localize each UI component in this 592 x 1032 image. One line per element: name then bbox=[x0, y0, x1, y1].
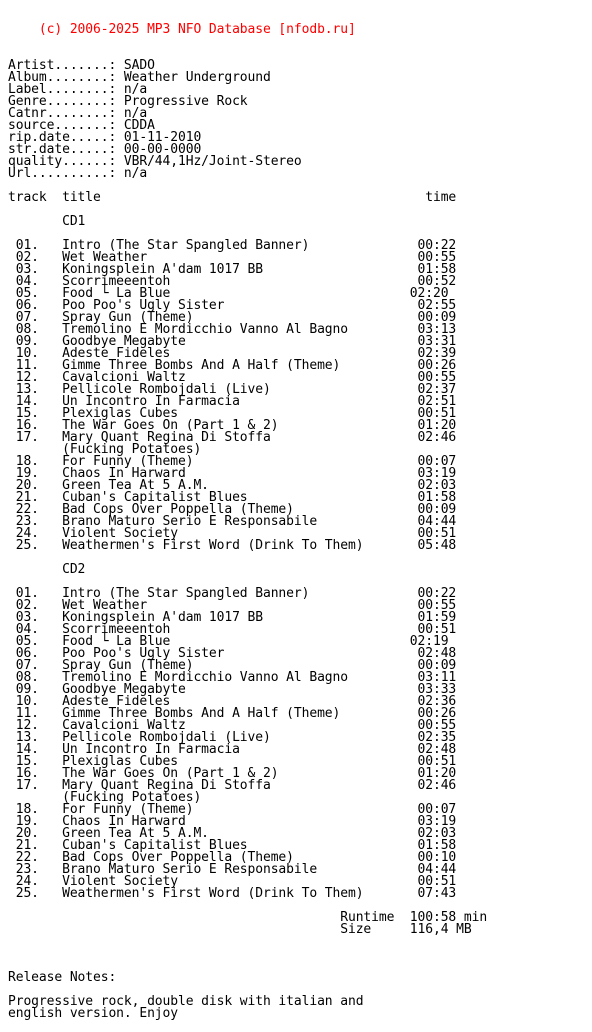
nfo-line: 01. Intro (The Star Spangled Banner) 00:22 bbox=[8, 238, 457, 253]
nfo-line: Size 116,4 MB bbox=[8, 922, 472, 937]
nfo-line: Album........: Weather Underground bbox=[8, 70, 271, 85]
nfo-line: 15. Plexiglas Cubes 00:51 bbox=[8, 754, 457, 769]
nfo-line: 23. Brano Maturo Serio E Responsabile 04:44 bbox=[8, 862, 457, 877]
nfodb-banner: (c) 2006-2025 MP3 NFO Database [nfodb.ru] bbox=[8, 22, 356, 37]
nfo-line: Progressive rock, double disk with italian and bbox=[8, 994, 364, 1009]
nfo-line: 14. Un Incontro In Farmacia 02:51 bbox=[8, 394, 457, 409]
nfo-line: 23. Brano Maturo Serio E Responsabile 04:44 bbox=[8, 514, 457, 529]
nfo-document bbox=[8, 0, 487, 1032]
nfo-line: 24. Violent Society 00:51 bbox=[8, 526, 457, 541]
nfo-line: CD1 bbox=[8, 214, 86, 229]
nfo-line bbox=[8, 936, 487, 948]
nfo-line: 22. Bad Cops Over Poppella (Theme) 00:09 bbox=[8, 502, 457, 517]
nfo-line: 19. Chaos In Harward 03:19 bbox=[8, 814, 457, 829]
nfo-line: 10. Adeste Fideles 02:36 bbox=[8, 694, 457, 709]
nfo-line: 06. Poo Poo's Ugly Sister 02:55 bbox=[8, 298, 457, 313]
nfo-line: 02. Wet Weather 00:55 bbox=[8, 598, 457, 613]
nfo-line: 08. Tremolino E Mordicchio Vanno Al Bagno 03:11 bbox=[8, 670, 457, 685]
nfo-line: 13. Pellicole Rombojdali (Live) 02:37 bbox=[8, 382, 457, 397]
nfo-line: 17. Mary Quant Regina Di Stoffa 02:46 bbox=[8, 778, 457, 793]
nfo-line: 19. Chaos In Harward 03:19 bbox=[8, 466, 457, 481]
nfo-line: 25. Weathermen's First Word (Drink To Them) 05:48 bbox=[8, 538, 457, 553]
nfo-line: str.date.....: 00-00-0000 bbox=[8, 142, 202, 157]
nfo-line: (Fucking Potatoes) bbox=[8, 790, 202, 805]
nfo-line: 04. Scorrimeeentoh 00:51 bbox=[8, 622, 457, 637]
nfo-line: 12. Cavalcioni Waltz 00:55 bbox=[8, 718, 457, 733]
nfo-line: 13. Pellicole Rombojdali (Live) 02:35 bbox=[8, 730, 457, 745]
nfo-line: 09. Goodbye Megabyte 03:33 bbox=[8, 682, 457, 697]
nfo-line: quality......: VBR/44,1Hz/Joint-Stereo bbox=[8, 154, 302, 169]
nfo-line: Artist.......: SADO bbox=[8, 58, 155, 73]
nfo-line: Genre........: Progressive Rock bbox=[8, 94, 248, 109]
nfo-line: track title time bbox=[8, 190, 457, 205]
nfo-line: 24. Violent Society 00:51 bbox=[8, 874, 457, 889]
nfo-line: 18. For Funny (Theme) 00:07 bbox=[8, 454, 457, 469]
nfo-line: 15. Plexiglas Cubes 00:51 bbox=[8, 406, 457, 421]
nfo-line: CD2 bbox=[8, 562, 86, 577]
nfo-line: 10. Adeste Fideles 02:39 bbox=[8, 346, 457, 361]
nfo-line: 11. Gimme Three Bombs And A Half (Theme) 00:26 bbox=[8, 358, 457, 373]
nfo-line: 08. Tremolino E Mordicchio Vanno Al Bagno 03:13 bbox=[8, 322, 457, 337]
nfo-line: 04. Scorrimeeentoh 00:52 bbox=[8, 274, 457, 289]
nfo-line: 20. Green Tea At 5 A.M. 02:03 bbox=[8, 826, 457, 841]
nfo-line: 21. Cuban's Capitalist Blues 01:58 bbox=[8, 838, 457, 853]
nfo-line: 05. Food └ La Blue 02:20 bbox=[8, 286, 449, 301]
nfo-line: 03. Koningsplein A'dam 1017 BB 01:58 bbox=[8, 262, 457, 277]
nfo-line: 14. Un Incontro In Farmacia 02:48 bbox=[8, 742, 457, 757]
nfo-line: 02. Wet Weather 00:55 bbox=[8, 250, 457, 265]
nfo-line bbox=[8, 948, 487, 960]
nfo-line: 16. The War Goes On (Part 1 & 2) 01:20 bbox=[8, 418, 457, 433]
nfo-line: 18. For Funny (Theme) 00:07 bbox=[8, 802, 457, 817]
nfo-line: (Fucking Potatoes) bbox=[8, 442, 202, 457]
nfo-line: 16. The War Goes On (Part 1 & 2) 01:20 bbox=[8, 766, 457, 781]
nfo-line: 01. Intro (The Star Spangled Banner) 00:22 bbox=[8, 586, 457, 601]
nfo-line: Runtime 100:58 min bbox=[8, 910, 488, 925]
nfo-text-body bbox=[8, 60, 487, 1020]
nfo-line: 03. Koningsplein A'dam 1017 BB 01:59 bbox=[8, 610, 457, 625]
nfo-line: 07. Spray Gun (Theme) 00:09 bbox=[8, 310, 457, 325]
nfo-line: 22. Bad Cops Over Poppella (Theme) 00:10 bbox=[8, 850, 457, 865]
nfo-line: 06. Poo Poo's Ugly Sister 02:48 bbox=[8, 646, 457, 661]
nfo-line: 17. Mary Quant Regina Di Stoffa 02:46 bbox=[8, 430, 457, 445]
nfo-line: 25. Weathermen's First Word (Drink To Them) 07:43 bbox=[8, 886, 457, 901]
nfo-line: 09. Goodbye Megabyte 03:31 bbox=[8, 334, 457, 349]
nfo-line: 05. Food └ La Blue 02:19 bbox=[8, 634, 449, 649]
nfo-line: Release Notes: bbox=[8, 970, 117, 985]
nfo-line: 20. Green Tea At 5 A.M. 02:03 bbox=[8, 478, 457, 493]
nfo-line: source.......: CDDA bbox=[8, 118, 155, 133]
nfo-line: 11. Gimme Three Bombs And A Half (Theme) 00:26 bbox=[8, 706, 457, 721]
nfo-line: 07. Spray Gun (Theme) 00:09 bbox=[8, 658, 457, 673]
nfo-line: Label........: n/a bbox=[8, 82, 148, 97]
nfo-line: Url..........: n/a bbox=[8, 166, 148, 181]
nfo-line: 21. Cuban's Capitalist Blues 01:58 bbox=[8, 490, 457, 505]
nfo-line: english version. Enjoy bbox=[8, 1006, 178, 1021]
nfo-line: 12. Cavalcioni Waltz 00:55 bbox=[8, 370, 457, 385]
nfo-line: Catnr........: n/a bbox=[8, 106, 148, 121]
nfo-line: rip.date.....: 01-11-2010 bbox=[8, 130, 202, 145]
